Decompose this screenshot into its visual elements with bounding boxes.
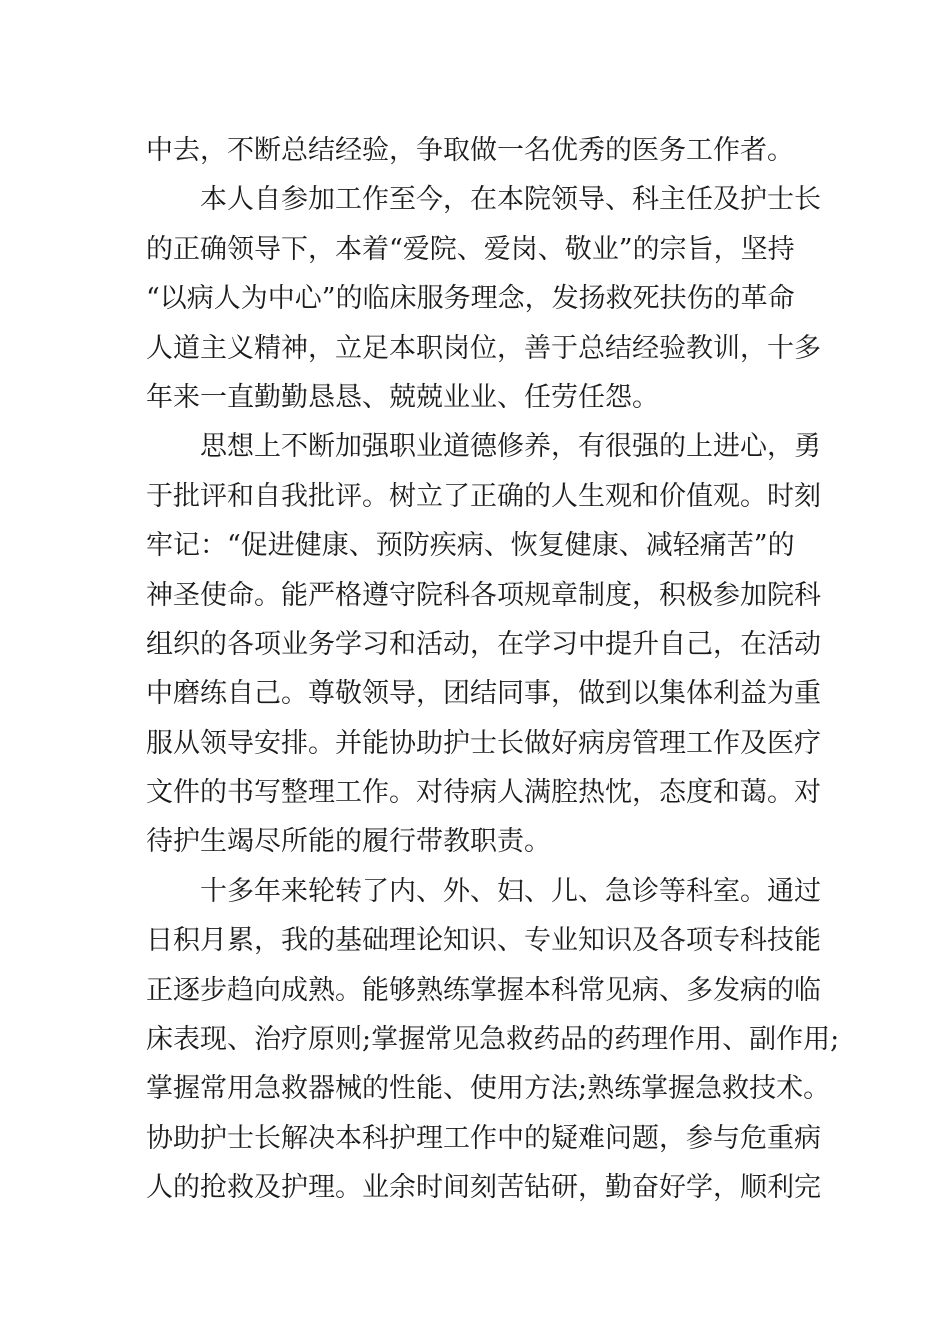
text-line: 中磨练自己。尊敬领导，团结同事，做到以集体利益为重 <box>146 678 821 710</box>
text-line: 床表现、治疗原则;掌握常见急救药品的药理作用、副作用; <box>146 1024 840 1056</box>
body-text <box>146 126 840 1213</box>
text-line: 文件的书写整理工作。对待病人满腔热忱，态度和蔼。对 <box>146 777 821 809</box>
text-line: 正逐步趋向成熟。能够熟练掌握本科常见病、多发病的临 <box>146 974 821 1006</box>
text-line: 于批评和自我批评。树立了正确的人生观和价值观。时刻 <box>146 480 821 512</box>
text-line: 服从领导安排。并能协助护士长做好病房管理工作及医疗 <box>146 727 821 759</box>
paragraph-start-line: 本人自参加工作至今，在本院领导、科主任及护士长 <box>200 184 821 216</box>
paragraph-start-line: 十多年来轮转了内、外、妇、儿、急诊等科室。通过 <box>200 875 821 907</box>
text-line: 组织的各项业务学习和活动，在学习中提升自己，在活动 <box>146 628 821 660</box>
text-line: 协助护士长解决本科护理工作中的疑难问题，参与危重病 <box>146 1122 821 1154</box>
text-line: 的正确领导下，本着“爱院、爱岗、敬业”的宗旨，坚持 <box>146 233 795 265</box>
text-line: 年来一直勤勤恳恳、兢兢业业、任劳任怨。 <box>146 381 659 413</box>
paragraph-start-line: 思想上不断加强职业道德修养，有很强的上进心，勇 <box>200 431 821 463</box>
text-line: 牢记：“促进健康、预防疾病、恢复健康、减轻痛苦”的 <box>146 530 795 562</box>
text-line: 人的抢救及护理。业余时间刻苦钻研，勤奋好学，顺利完 <box>146 1172 821 1204</box>
text-line: 待护生竭尽所能的履行带教职责。 <box>146 826 551 858</box>
text-line: 掌握常用急救器械的性能、使用方法;熟练掌握急救技术。 <box>146 1073 831 1105</box>
text-line: 神圣使命。能严格遵守院科各项规章制度，积极参加院科 <box>146 579 821 611</box>
text-line: 中去，不断总结经验，争取做一名优秀的医务工作者。 <box>146 135 794 166</box>
text-line: 日积月累，我的基础理论知识、专业知识及各项专科技能 <box>146 925 821 957</box>
text-line: “以病人为中心”的临床服务理念，发扬救死扶伤的革命 <box>146 283 795 315</box>
text-line: 人道主义精神，立足本职岗位，善于总结经验教训，十多 <box>146 332 821 364</box>
